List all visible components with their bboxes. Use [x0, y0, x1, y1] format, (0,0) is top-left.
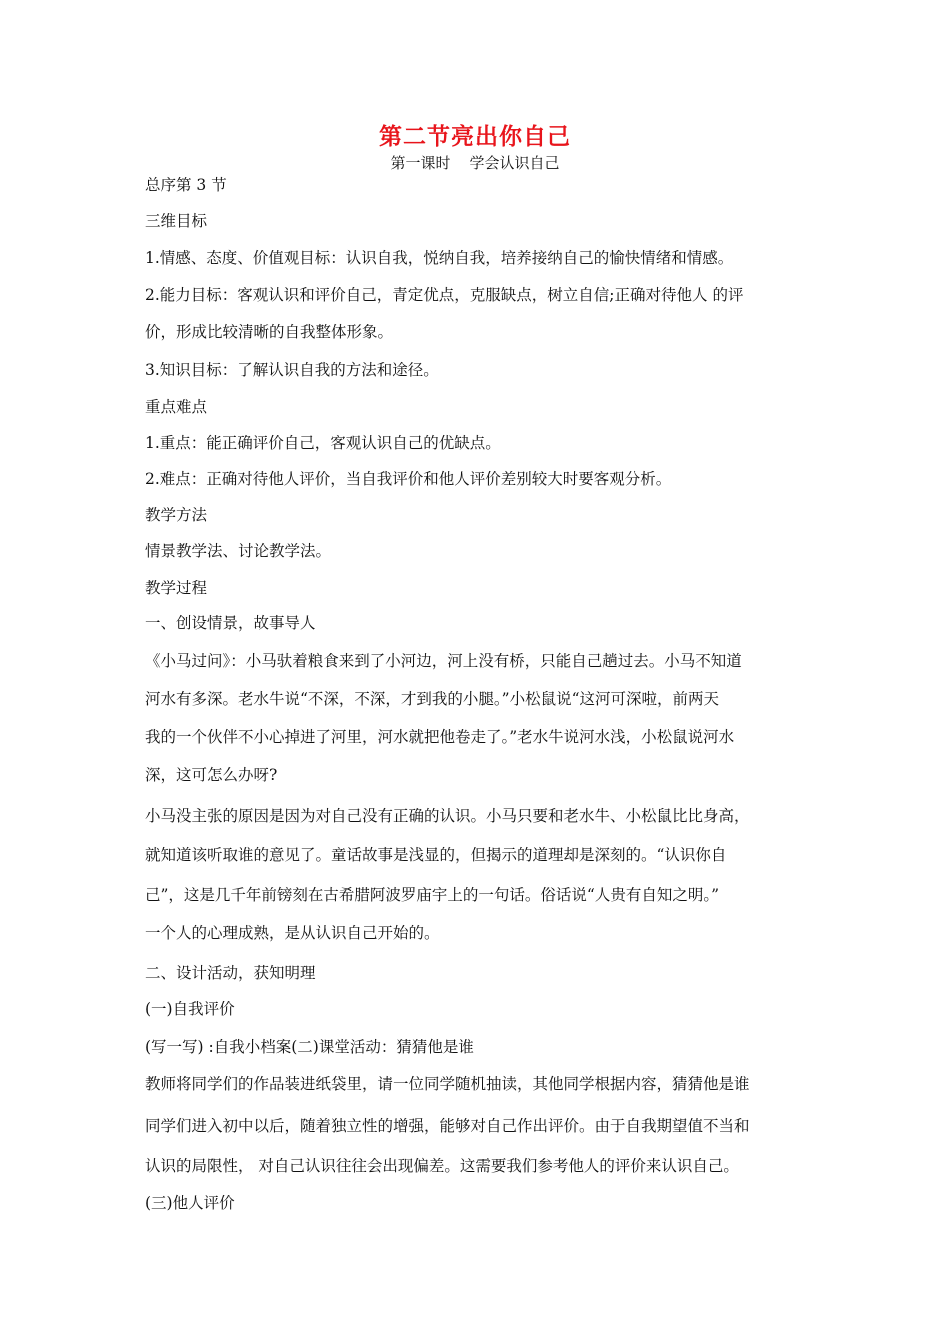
body-line: 总序第 3 节: [145, 176, 227, 194]
body-line: 一、创设情景，故事导人: [145, 614, 316, 632]
body-line: 己”，这是几千年前镑刻在古希腊阿波罗庙宇上的一句话。俗话说“人贵有自知之明。”: [145, 886, 720, 904]
document-title: 第二节亮出你自己: [379, 124, 571, 150]
body-line: 教学过程: [145, 579, 208, 597]
body-line: 1.情感、态度、价值观目标：认识自我，悦纳自我，培养接纳自己的愉快情绪和情感。: [145, 249, 734, 267]
body-line: (三)他人评价: [145, 1194, 235, 1212]
body-line: 2.能力目标：客观认识和评价自己，青定优点，克服缺点，树立自信;正确对待他人 的评: [145, 286, 744, 304]
body-line: 重点难点: [145, 398, 208, 416]
body-line: 2.难点：正确对待他人评价，当自我评价和他人评价差别较大时要客观分析。: [145, 470, 672, 488]
body-line: 我的一个伙伴不小心掉进了河里，河水就把他卷走了。”老水牛说河水浅，小松鼠说河水: [145, 728, 735, 746]
body-line: 深，这可怎么办呀?: [145, 766, 278, 784]
body-line: 小马没主张的原因是因为对自己没有正确的认识。小马只要和老水牛、小松鼠比比身高，: [145, 807, 750, 825]
body-line: 价，形成比较清晰的自我整体形象。: [145, 323, 394, 341]
body-line: 《小马过问》：小马驮着粮食来到了小河边，河上没有桥，只能自己趟过去。小马不知道: [145, 652, 742, 670]
document-subtitle: 第一课时 学会认识自己: [390, 154, 560, 172]
body-line: 情景教学法、讨论教学法。: [145, 542, 332, 560]
body-line: (一)自我评价: [145, 1000, 235, 1018]
body-line: 同学们进入初中以后，随着独立性的增强，能够对自己作出评价。由于自我期望值不当和: [145, 1117, 750, 1135]
body-line: 二、设计活动，获知明理: [145, 964, 316, 982]
body-line: 河水有多深。老水牛说“不深，不深，才到我的小腿。”小松鼠说“这河可深啦，前两天: [145, 690, 720, 708]
body-line: (写一写) :自我小档案(二)课堂活动：猜猜他是谁: [145, 1038, 474, 1056]
body-line: 教师将同学们的作品装进纸袋里，请一位同学随机抽读，其他同学根据内容，猜猜他是谁: [145, 1075, 750, 1093]
body-line: 三维目标: [145, 212, 208, 230]
body-line: 认识的局限性， 对自己认识往往会出现偏差。这需要我们参考他人的评价来认识自己。: [145, 1157, 739, 1175]
body-line: 一个人的心理成熟，是从认识自己开始的。: [145, 924, 440, 942]
body-line: 就知道该听取谁的意见了。童话故事是浅显的，但揭示的道理却是深刻的。“认识你自: [145, 846, 727, 864]
body-line: 3.知识目标：了解认识自我的方法和途径。: [145, 361, 439, 379]
body-line: 教学方法: [145, 506, 208, 524]
body-line: 1.重点：能正确评价自己，客观认识自己的优缺点。: [145, 434, 501, 452]
